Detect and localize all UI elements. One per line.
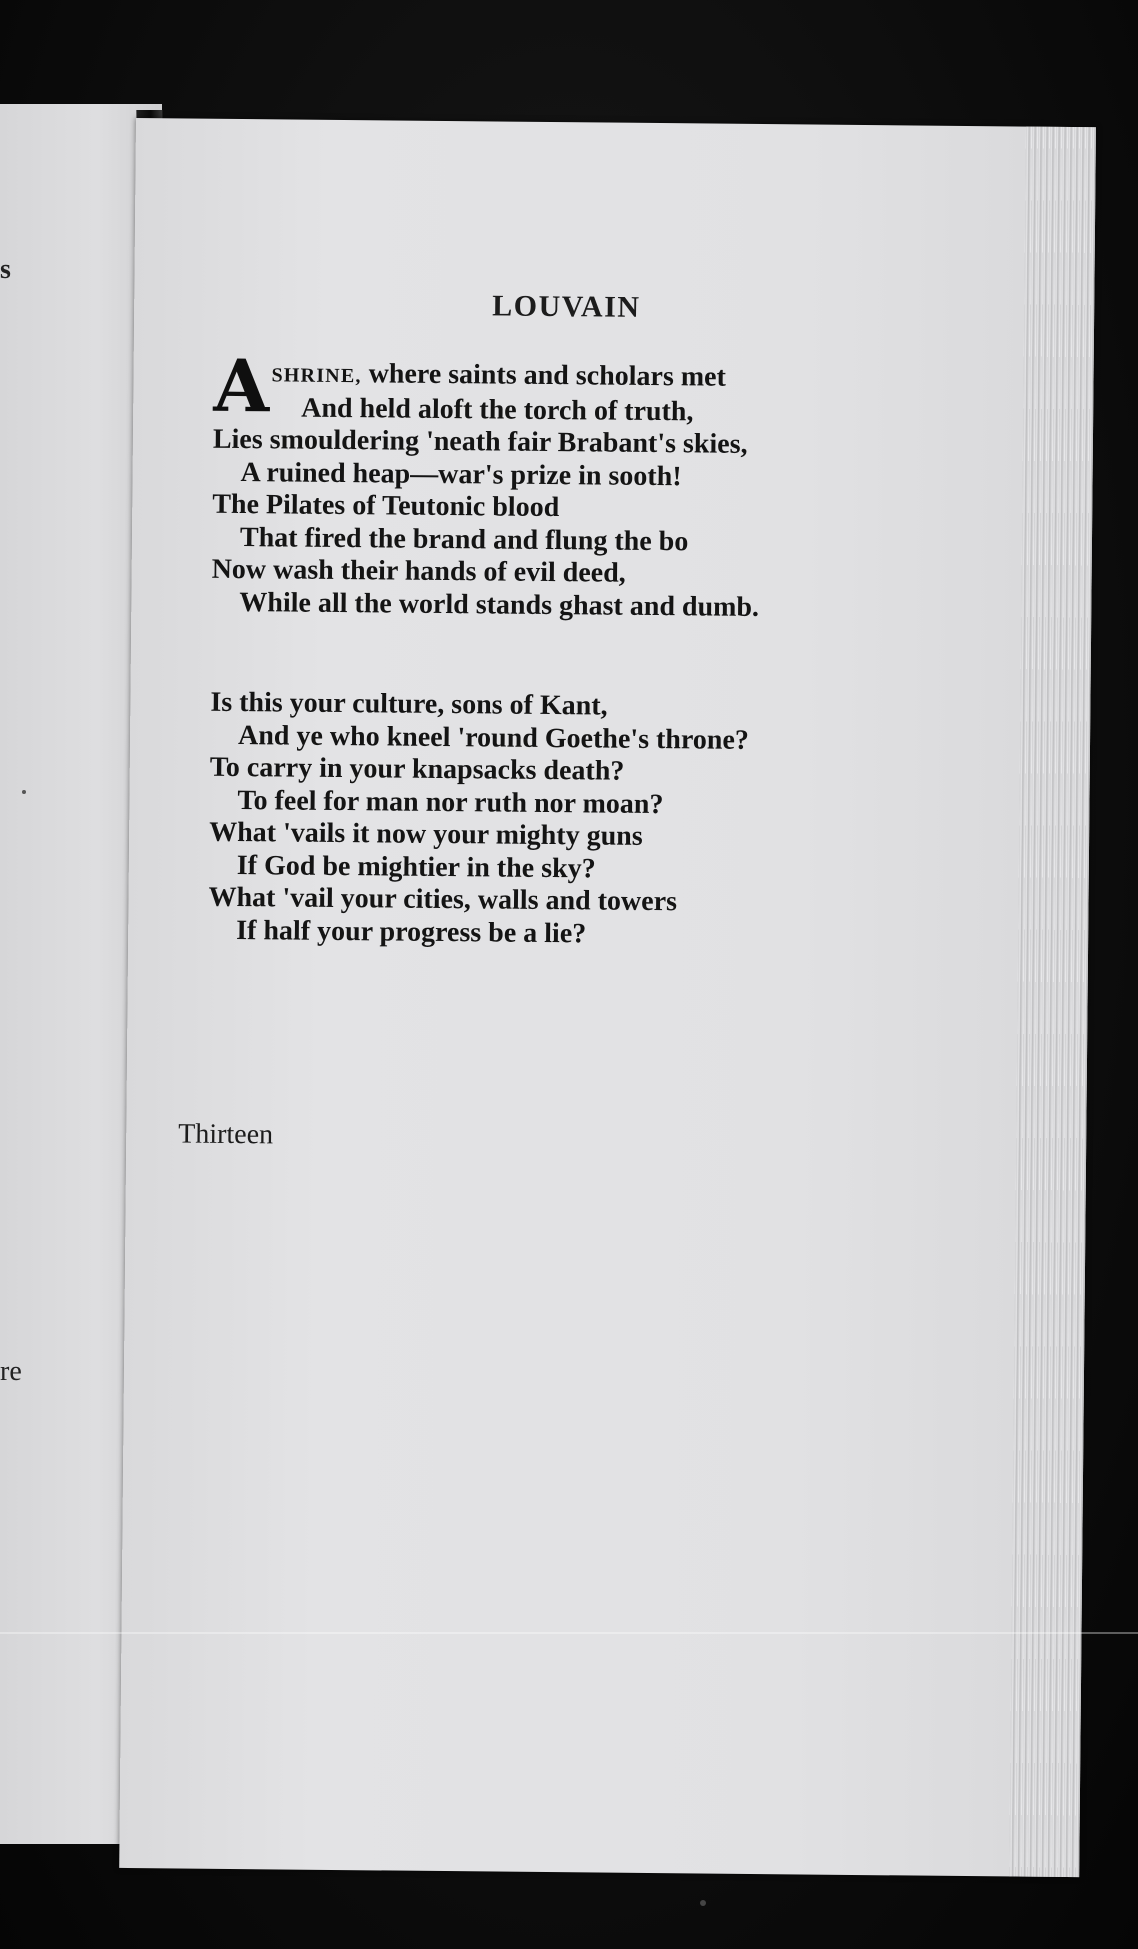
poem-line: And ye who kneel 'round Goethe's throne? (237, 719, 750, 756)
poem-line: And held aloft the torch of truth, (301, 392, 694, 427)
poem-line: A ruined heap—war's prize in sooth! (240, 456, 682, 492)
drop-cap: A (213, 342, 270, 429)
first-word-smallcaps: SHRINE, (271, 364, 362, 388)
poem-line: While all the world stands ghast and dumb. (239, 586, 760, 623)
poem-title: LOUVAIN (492, 289, 641, 324)
poem-line: To carry in your knapsacks death? (209, 751, 625, 787)
poem-line: If God be mightier in the sky? (236, 849, 596, 884)
facing-page-edge-text: re (0, 1356, 22, 1387)
poem-line: Now wash their hands of evil deed, (211, 553, 626, 589)
first-line-text: where saints and scholars met (361, 358, 727, 393)
scan-artifact-line (0, 1632, 1138, 1634)
stanza-1 (211, 342, 761, 624)
poem-line: Lies smouldering 'neath fair Brabant's skies, (212, 423, 748, 460)
poem-line: If half your progress be a lie? (236, 914, 587, 949)
poem-line: To feel for man nor ruth nor moan? (237, 784, 664, 820)
stanza-2 (208, 687, 749, 952)
scan-speck (700, 1900, 706, 1906)
poem-line: What 'vails it now your mighty guns (208, 816, 643, 852)
poem-line: The Pilates of Teutonic blood (212, 488, 560, 524)
poem-line: Is this your culture, sons of Kant, (210, 686, 608, 722)
page-number: Thirteen (178, 1118, 274, 1151)
book-page (119, 118, 1096, 1877)
page-edge-stack (1009, 127, 1096, 1878)
poem-line: That fired the brand and flung the bo (239, 521, 689, 557)
poem-line: What 'vail your cities, walls and towers (208, 881, 678, 918)
facing-page-edge-text: s (0, 254, 11, 285)
scan-speck (22, 790, 26, 794)
